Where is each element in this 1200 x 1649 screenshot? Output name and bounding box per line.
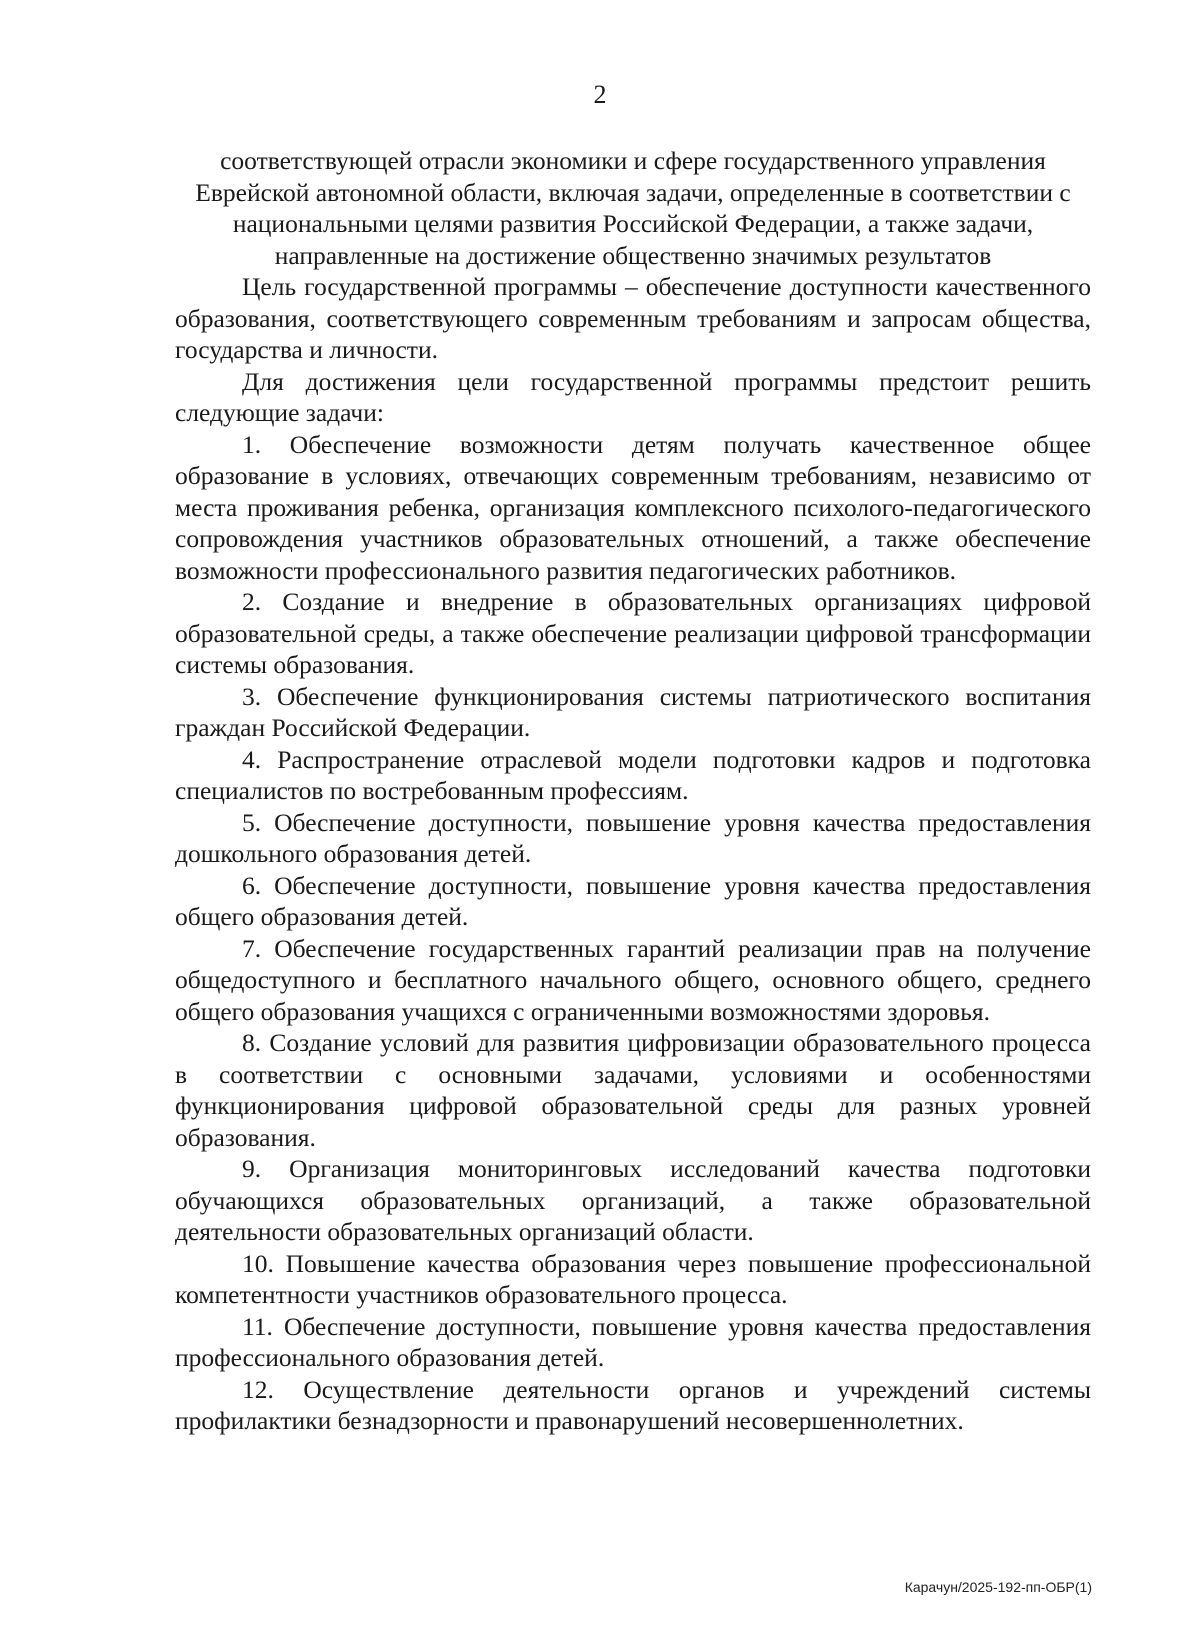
task-item: 4. Распространение отраслевой модели подготовки кадров и подготовка специалистов по востребованным профессиям. <box>175 744 1091 805</box>
task-item: 10. Повышение качества образования через повышение профессиональной компетентности участников образовательного процесса. <box>175 1248 1091 1309</box>
section-heading: соответствующей отрасли экономики и сфере государственного управления Еврейской автономной области, включая задачи, определенные в соответствии с национальными целями развития Российской Федерации, а также задачи, направленные на достижение общественно значимых результатов <box>195 146 1071 270</box>
page-number: 2 <box>593 80 607 109</box>
task-item: 11. Обеспечение доступности, повышение уровня качества предоставления профессионального образования детей. <box>175 1311 1091 1372</box>
task-item: 9. Организация мониторинговых исследований качества подготовки обучающихся образовательных организаций, а также образовательной деятельности образовательных организаций области. <box>175 1154 1091 1246</box>
task-item: 1. Обеспечение возможности детям получать качественное общее образование в условиях, отвечающих современным требованиям, независимо от места проживания ребенка, организация комплексного психолого-педагогического сопровождения участников образовательных отношений, а также обеспечение возможности профессионального развития педагогических работников. <box>175 429 1091 585</box>
task-item: 5. Обеспечение доступности, повышение уровня качества предоставления дошкольного образования детей. <box>175 807 1091 868</box>
task-item: 3. Обеспечение функционирования системы патриотического воспитания граждан Российской Федерации. <box>175 681 1091 742</box>
tasks-intro: Для достижения цели государственной программы предстоит решить следующие задачи: <box>175 366 1091 427</box>
task-item: 2. Создание и внедрение в образовательных организациях цифровой образовательной среды, а также обеспечение реализации цифровой трансформации системы образования. <box>175 587 1091 679</box>
program-goal: Цель государственной программы – обеспечение доступности качественного образования, соответствующего современным требованиям и запросам общества, государства и личности. <box>175 272 1091 364</box>
task-item: 6. Обеспечение доступности, повышение уровня качества предоставления общего образования детей. <box>175 870 1091 931</box>
document-body <box>175 145 1091 1437</box>
task-item: 7. Обеспечение государственных гарантий реализации прав на получение общедоступного и бесплатного начального общего, основного общего, среднего общего образования учащихся с ограниченными возможностями здоровья. <box>175 933 1091 1026</box>
task-item: 8. Создание условий для развития цифровизации образовательного процесса в соответствии с основными задачами, условиями и особенностями функционирования цифровой образовательной среды для разных уровней образования. <box>175 1028 1091 1152</box>
document-registration-code: Карачун/2025-192-пп-ОБР(1) <box>904 1579 1092 1595</box>
task-item: 12. Осуществление деятельности органов и учреждений системы профилактики безнадзорности и правонарушений несовершеннолетних. <box>175 1374 1091 1435</box>
